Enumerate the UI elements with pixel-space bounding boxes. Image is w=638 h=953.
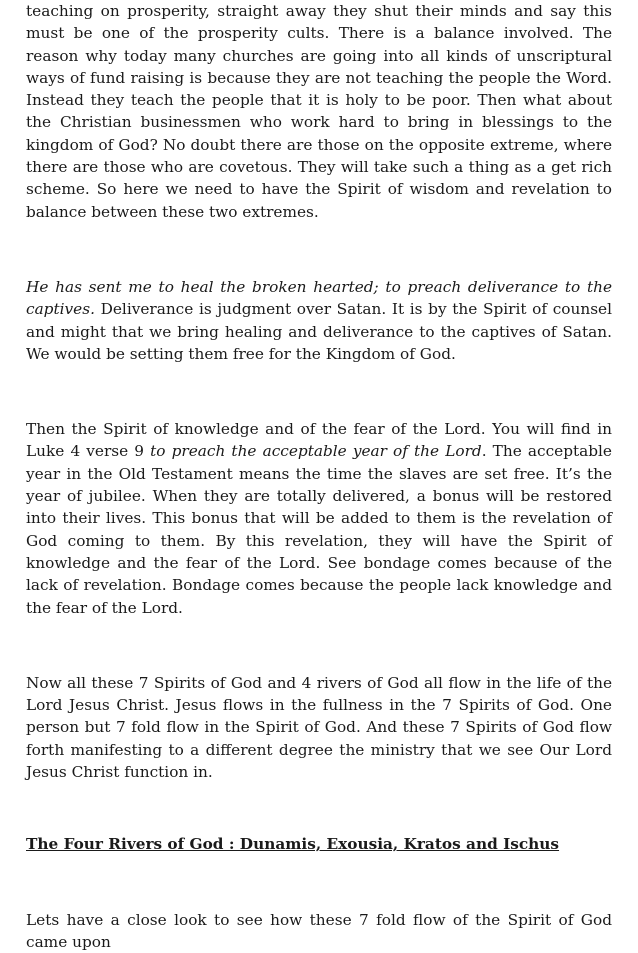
document-page <box>26 0 612 953</box>
paragraph-knowledge <box>26 418 612 619</box>
paragraph-knowledge-intro: Then the Spirit of knowledge and of the fear of the Lord. You will find in Luke 4 verse 9 <box>26 420 612 461</box>
paragraph-close-look: Lets have a close look to see how these 7 fold flow of the Spirit of God came upon <box>26 910 612 951</box>
paragraph-deliverance <box>26 276 612 365</box>
paragraph-seven-spirits: Now all these 7 Spirits of God and 4 rivers of God all flow in the life of the Lord Jesus Christ. Jesus flows in the fullness in the 7 Spirits of God. One person but 7 fold flow in the Spirit of God. And these 7 Spirits of God flow forth manifesting to a different degree the ministry that we see Our Lord Jesus Christ function in. <box>26 673 612 782</box>
section-heading: The Four Rivers of God : Dunamis, Exousia, Kratos and Ischus <box>26 835 560 854</box>
paragraph-prosperity: teaching on prosperity, straight away they shut their minds and say this must be one of the prosperity cults. There is a balance involved. The reason why today many churches are going into all kinds of unscriptural ways of fund raising is because they are not teaching the people the Word. Instead they teach the people that it is holy to be poor. Then what about the Christian businessmen who work hard to bring in blessings to the kingdom of God? No doubt there are those on the opposite extreme, where there are those who are covetous. They will take such a thing as a get rich scheme. So here we need to have the Spirit of wisdom and revelation to balance between these two extremes. <box>26 2 612 221</box>
paragraph-deliverance-text: Deliverance is judgment over Satan. It is by the Spirit of counsel and might that we bring healing and deliverance to the captives of Satan. We would be setting them free for the Kingdom of God. <box>26 300 612 363</box>
paragraph-knowledge-text: . The acceptable year in the Old Testament means the time the slaves are set free. It’s the year of jubilee. When they are totally delivered, a bonus will be restored into their lives. This bonus that will be added to them is the revelation of God coming to them. By this revelation, they will have the Spirit of knowledge and the fear of the Lord. See bondage comes because of the lack of revelation. Bondage comes because the people lack knowledge and the fear of the Lord. <box>26 442 612 617</box>
scripture-quote-luke: to preach the acceptable year of the Lord <box>150 442 482 461</box>
scripture-quote: He has sent me to heal the broken hearted; to preach deliverance to the captives. <box>26 277 612 319</box>
